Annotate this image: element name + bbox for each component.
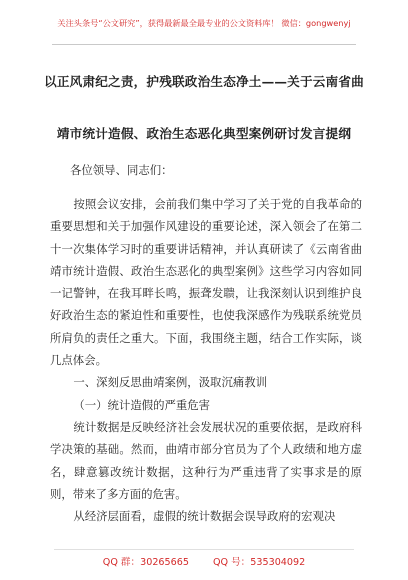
footer-qq-group: QQ 群：30265665 [102,557,189,568]
body-paragraph-statistics: 统计数据是反映经济社会发展状况的重要依据，是政府科学决策的基础。然而，曲靖市部分官员为了个人政绩和地方虚名，肆意篡改统计数据，这种行为严重违背了实事求是的原则，带来了多方面的危害。 [50,419,362,501]
body-paragraph-intro: 按照会议安排，会前我们集中学习了关于党的自我革命的重要思想和关于加强作风建设的重要论述，深入领会了在第二十一次集体学习时的重要讲话精神，并认真研读了《云南省曲靖市统计造假、政治生态恶化的典型案例》这些学习内容如同一记警钟，在我耳畔长鸣，振聋发聩，让我深刻认识到维护良好政治生态的紧迫性和重要性，也使我深感作为残联系统党员所肩负的责任之重大。下面，我围绕主题，结合工作实际，谈几点体会。 [50,197,362,368]
section-heading-1: 一、深刻反思曲靖案例，汲取沉痛教训 [73,375,268,390]
header-divider [52,44,356,45]
footer-qq-number: QQ 号：535304092 [212,557,306,568]
document-title-line-2: 靖市统计造假、政治生态恶化典型案例研讨发言提纲 [56,126,352,141]
footer-divider [54,549,354,550]
document-title-line-1: 以正风肃纪之责，护残联政治生态净土——关于云南省曲 [44,74,364,89]
body-text [50,193,362,527]
header-banner: 关注头条号“公文研究”，获得最新最全最专业的公文资料库！ 微信：gongwenyj [57,18,351,28]
subsection-heading-1: （一）统计造假的严重危害 [73,397,211,412]
salutation: 各位领导、同志们： [70,163,173,177]
footer-contact [0,554,408,568]
body-paragraph-economic: 从经济层面看，虚假的统计数据会误导政府的宏观决 [73,509,336,524]
